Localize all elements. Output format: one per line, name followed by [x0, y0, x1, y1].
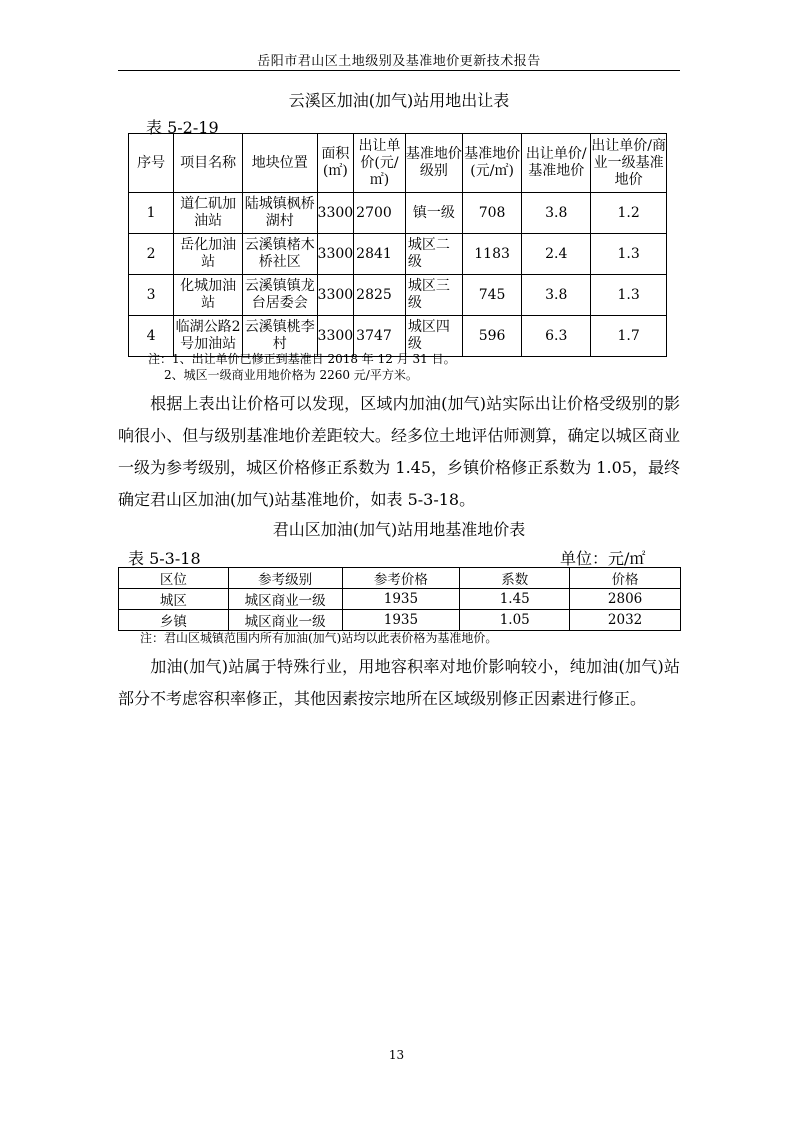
table-cell: 1.05 — [460, 610, 570, 631]
paragraph-2 — [118, 651, 680, 715]
table-cell: 陆城镇枫桥湖村 — [242, 193, 317, 234]
table-cell: 3 — [129, 275, 174, 316]
table1-header-cell: 项目名称 — [174, 134, 243, 193]
table-cell: 3300 — [317, 275, 354, 316]
table-cell: 6.3 — [522, 316, 591, 357]
table-cell: 镇一级 — [405, 193, 462, 234]
table1 — [128, 133, 667, 357]
table-cell: 2 — [129, 234, 174, 275]
table-cell: 城区二级 — [405, 234, 462, 275]
table-cell: 1.2 — [591, 193, 667, 234]
table-cell: 708 — [462, 193, 521, 234]
table-cell: 岳化加油站 — [174, 234, 243, 275]
table1-note-1: 注：1、出让单价已修正到基准日 2018 年 12 月 31 日。 — [148, 352, 456, 366]
table1-header-row — [129, 134, 667, 193]
table1-header-cell: 地块位置 — [242, 134, 317, 193]
page-number: 13 — [388, 1048, 405, 1062]
table2-note: 注：君山区城镇范围内所有加油(加气)站均以此表价格为基准地价。 — [140, 631, 498, 645]
table-cell: 临湖公路2号加油站 — [174, 316, 243, 357]
table-cell: 城区商业一级 — [228, 610, 342, 631]
table2-unit: 单位：元/㎡ — [560, 549, 646, 568]
table1-header-cell: 出让单价(元/㎡) — [354, 134, 406, 193]
table-cell: 1.3 — [591, 234, 667, 275]
table1-header-cell: 基准地价(元/㎡) — [462, 134, 521, 193]
table-cell: 1935 — [342, 589, 460, 610]
paragraph-1 — [118, 388, 680, 516]
table-cell: 化城加油站 — [174, 275, 243, 316]
table-cell: 城区商业一级 — [228, 589, 342, 610]
table2-header-cell: 区位 — [119, 568, 229, 589]
table-cell: 云溪镇楮木桥社区 — [242, 234, 317, 275]
table-cell: 1935 — [342, 610, 460, 631]
table-cell: 2806 — [570, 589, 681, 610]
paragraph-2-text: 加油(加气)站属于特殊行业，用地容积率对地价影响较小，纯加油(加气)站部分不考虑容积率修正，其他因素按宗地所在区域级别修正因素进行修正。 — [118, 657, 680, 708]
table-cell: 1.45 — [460, 589, 570, 610]
table-cell: 云溪镇镇龙台居委会 — [242, 275, 317, 316]
table-cell: 2.4 — [522, 234, 591, 275]
table-row — [119, 610, 681, 631]
table-row — [129, 275, 667, 316]
table-cell: 云溪镇桃李村 — [242, 316, 317, 357]
table-cell: 1.3 — [591, 275, 667, 316]
table-row — [129, 234, 667, 275]
table-cell: 3300 — [317, 234, 354, 275]
table1-header-cell: 面积(㎡) — [317, 134, 354, 193]
table2 — [118, 567, 681, 631]
table-cell: 4 — [129, 316, 174, 357]
table1-header-cell: 序号 — [129, 134, 174, 193]
table-cell: 3.8 — [522, 193, 591, 234]
table-cell: 乡镇 — [119, 610, 229, 631]
table2-header-row — [119, 568, 681, 589]
table-cell: 2825 — [354, 275, 406, 316]
table1-number: 表 5-2-19 — [146, 118, 219, 137]
table1-title: 云溪区加油(加气)站用地出让表 — [288, 91, 510, 110]
table-cell: 道仁矶加油站 — [174, 193, 243, 234]
table-cell: 城区三级 — [405, 275, 462, 316]
table-cell: 城区 — [119, 589, 229, 610]
table-cell: 城区四级 — [405, 316, 462, 357]
table-cell: 1.7 — [591, 316, 667, 357]
table2-header-cell: 系数 — [460, 568, 570, 589]
table-cell: 2032 — [570, 610, 681, 631]
table-cell: 1 — [129, 193, 174, 234]
table-cell: 745 — [462, 275, 521, 316]
table-cell: 2700 — [354, 193, 406, 234]
table-cell: 3747 — [354, 316, 406, 357]
table-cell: 3.8 — [522, 275, 591, 316]
table1-header-cell: 基准地价级别 — [405, 134, 462, 193]
header-rule — [118, 70, 680, 71]
table-cell: 1183 — [462, 234, 521, 275]
table2-header-cell: 参考级别 — [228, 568, 342, 589]
table1-header-cell: 出让单价/基准地价 — [522, 134, 591, 193]
table-row — [129, 193, 667, 234]
table-cell: 2841 — [354, 234, 406, 275]
table1-header-cell: 出让单价/商业一级基准地价 — [591, 134, 667, 193]
table-cell: 3300 — [317, 193, 354, 234]
table-row — [119, 589, 681, 610]
table2-header-cell: 参考价格 — [342, 568, 460, 589]
table2-number: 表 5-3-18 — [128, 549, 201, 568]
table1-note-2: 2、城区一级商业用地价格为 2260 元/平方米。 — [164, 368, 418, 382]
table-cell: 3300 — [317, 316, 354, 357]
table2-header-cell: 价格 — [570, 568, 681, 589]
table-cell: 596 — [462, 316, 521, 357]
paragraph-1-text: 根据上表出让价格可以发现，区域内加油(加气)站实际出让价格受级别的影响很小、但与级别基准地价差距较大。经多位土地评估师测算，确定以城区商业一级为参考级别，城区价格修正系数为 1.45，乡镇价格修正系数为 1.05，最终确定君山区加油(加气)站基准地价，如表 5-3-18。 — [118, 394, 680, 509]
page-header: 岳阳市君山区土地级别及基准地价更新技术报告 — [257, 54, 541, 69]
table2-title: 君山区加油(加气)站用地基准地价表 — [272, 520, 526, 539]
